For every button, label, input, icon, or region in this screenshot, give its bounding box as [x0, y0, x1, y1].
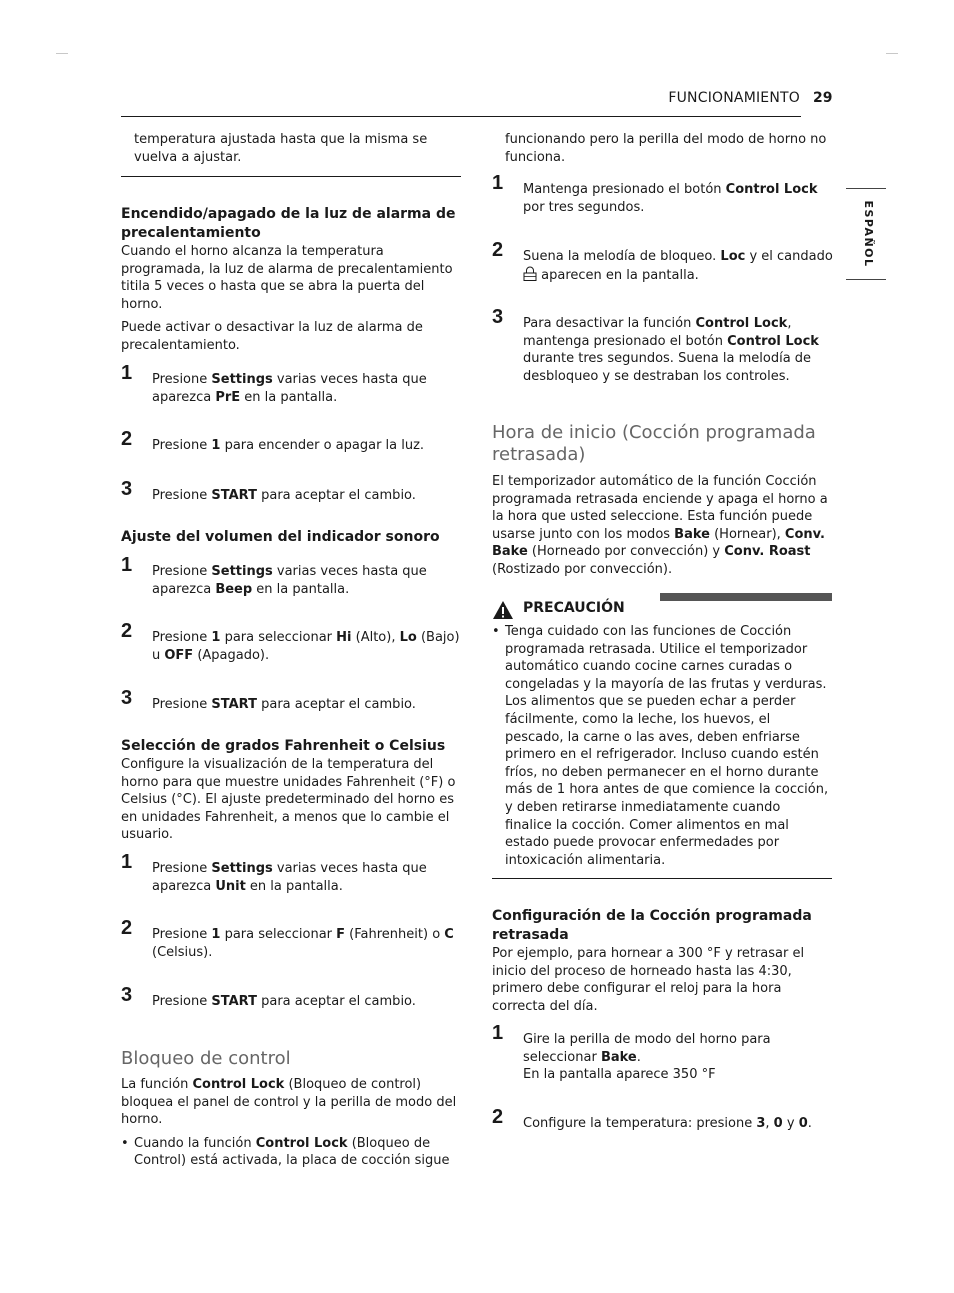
step-text: Configure la temperatura: presione 3, 0 y 0.: [523, 1116, 812, 1131]
caution-text: • Tenga cuidado con las funciones de Cocción programada retrasada. Utilice el temporizador automático cuando cocine carnes curadas o congeladas y la mayoría de las frutas y verduras. Los alimentos que se pueden echar a perder fácilmente, como la leche, los huevos, el pescado, la carne o las aves, deben enfriarse primero en el refrigerador. Incluso cuando estén fríos, no deben permanecer en el horno durante más de 1 hora antes de que comience la cocción, y deben retirarse inmediatamente cuando finalice la cocción. Comer alimentos en mal estado puede provocar enfermedades por intoxicación alimentaria.: [492, 623, 831, 869]
preheat-p2: Puede activar o desactivar la luz de alarma de precalentamiento.: [121, 320, 423, 353]
step-number: 2: [492, 1106, 504, 1128]
preheat-p1: Cuando el horno alcanza la temperatura programada, la luz de alarma de precalentamiento titila 5 veces o hasta que se abra la puerta del horno.: [121, 244, 453, 312]
crop-mark: [886, 53, 898, 54]
step-number: 3: [121, 478, 133, 500]
step-text: Presione START para aceptar el cambio.: [152, 697, 416, 712]
lock-section: [121, 1048, 461, 1170]
config-section: [492, 907, 832, 1015]
step-number: 3: [121, 687, 133, 709]
step-text: Presione 1 para seleccionar F (Fahrenheit) o C (Celsius).: [152, 927, 454, 960]
volume-title: Ajuste del volumen del indicador sonoro: [121, 529, 440, 545]
step-number: 1: [492, 172, 504, 194]
step-text: Presione 1 para seleccionar Hi (Alto), Lo (Bajo) u OFF (Apagado).: [152, 630, 460, 663]
volume-section: [121, 528, 461, 547]
padlock-icon: [523, 266, 537, 281]
intro-text: temperatura ajustada hasta que la misma se vuelva a ajustar.: [134, 132, 428, 165]
step-number: 2: [121, 620, 133, 642]
step-text: Presione Settings varias veces hasta que aparezca Unit en la pantalla.: [152, 861, 427, 894]
delay-title: Hora de inicio (Cocción programada retrasada): [492, 422, 816, 465]
divider: [121, 176, 461, 177]
step-number: 3: [121, 984, 133, 1006]
preheat-title: Encendido/apagado de la luz de alarma de precalentamiento: [121, 206, 456, 241]
step-number: 1: [492, 1022, 504, 1044]
step-text: Suena la melodía de bloqueo. Loc y el candado aparecen en la pantalla.: [523, 249, 833, 283]
step-number: 1: [121, 851, 133, 873]
step-number: 2: [492, 239, 504, 261]
preheat-section: [121, 205, 461, 355]
page-number: 29: [813, 90, 833, 106]
config-p1: Por ejemplo, para hornear a 300 °F y retrasar el inicio del proceso de horneado hasta las 4:30, primero debe configurar el reloj para la hora correcta del día.: [492, 946, 805, 1014]
crop-mark: [56, 53, 68, 54]
step-number: 2: [121, 917, 133, 939]
language-tab-label: ESPAÑOL: [861, 200, 875, 268]
section-title: FUNCIONAMIENTO: [668, 90, 800, 106]
warning-icon: [492, 600, 514, 620]
units-title: Selección de grados Fahrenheit o Celsius: [121, 738, 446, 754]
header-divider: [121, 116, 801, 117]
continued-text: funcionando pero la perilla del modo de horno no funciona.: [505, 132, 827, 165]
caution-bar: [660, 593, 832, 601]
step-text: Gire la perilla de modo del horno para seleccionar Bake. En la pantalla aparece 350 °F: [523, 1032, 771, 1083]
step-text: Presione Settings varias veces hasta que aparezca Beep en la pantalla.: [152, 564, 427, 597]
lock-title: Bloqueo de control: [121, 1048, 291, 1069]
step-text: Para desactivar la función Control Lock, mantenga presionado el botón Control Lock durante tres segundos. Suena la melodía de desbloqueo y se destraban los controles.: [523, 316, 819, 384]
step-text: Mantenga presionado el botón Control Lock por tres segundos.: [523, 182, 818, 215]
delay-p1: El temporizador automático de la función Cocción programada retrasada enciende y apaga el horno a la hora que usted seleccione. Esta función puede usarse junto con los modos Bake (Hornear), Conv. Bake (Horneado por convección) y Conv. Roast (Rostizado por convección).: [492, 474, 828, 577]
step-text: Presione 1 para encender o apagar la luz.: [152, 438, 425, 453]
step-text: Presione Settings varias veces hasta que aparezca PrE en la pantalla.: [152, 372, 427, 405]
caution-label: PRECAUCIÓN: [523, 600, 625, 616]
step-text: Presione START para aceptar el cambio.: [152, 488, 416, 503]
step-number: 2: [121, 428, 133, 450]
step-number: 1: [121, 554, 133, 576]
delay-section: [492, 422, 832, 579]
units-section: [121, 737, 461, 844]
lock-bullet: • Cuando la función Control Lock (Bloqueo de Control) está activada, la placa de cocción sigue: [121, 1135, 461, 1170]
units-p1: Configure la visualización de la temperatura del horno para que muestre unidades Fahrenheit (°F) o Celsius (°C). El ajuste predeterminado del horno es en unidades Fahrenheit, a menos que lo cambie el usuario.: [121, 757, 456, 843]
step-text: Presione START para aceptar el cambio.: [152, 994, 416, 1009]
step-number: 3: [492, 306, 504, 328]
lock-p1: La función Control Lock (Bloqueo de control) bloquea el panel de control y la perilla de modo del horno.: [121, 1077, 457, 1128]
config-title: Configuración de la Cocción programada retrasada: [492, 908, 812, 943]
step-number: 1: [121, 362, 133, 384]
divider: [492, 878, 832, 879]
